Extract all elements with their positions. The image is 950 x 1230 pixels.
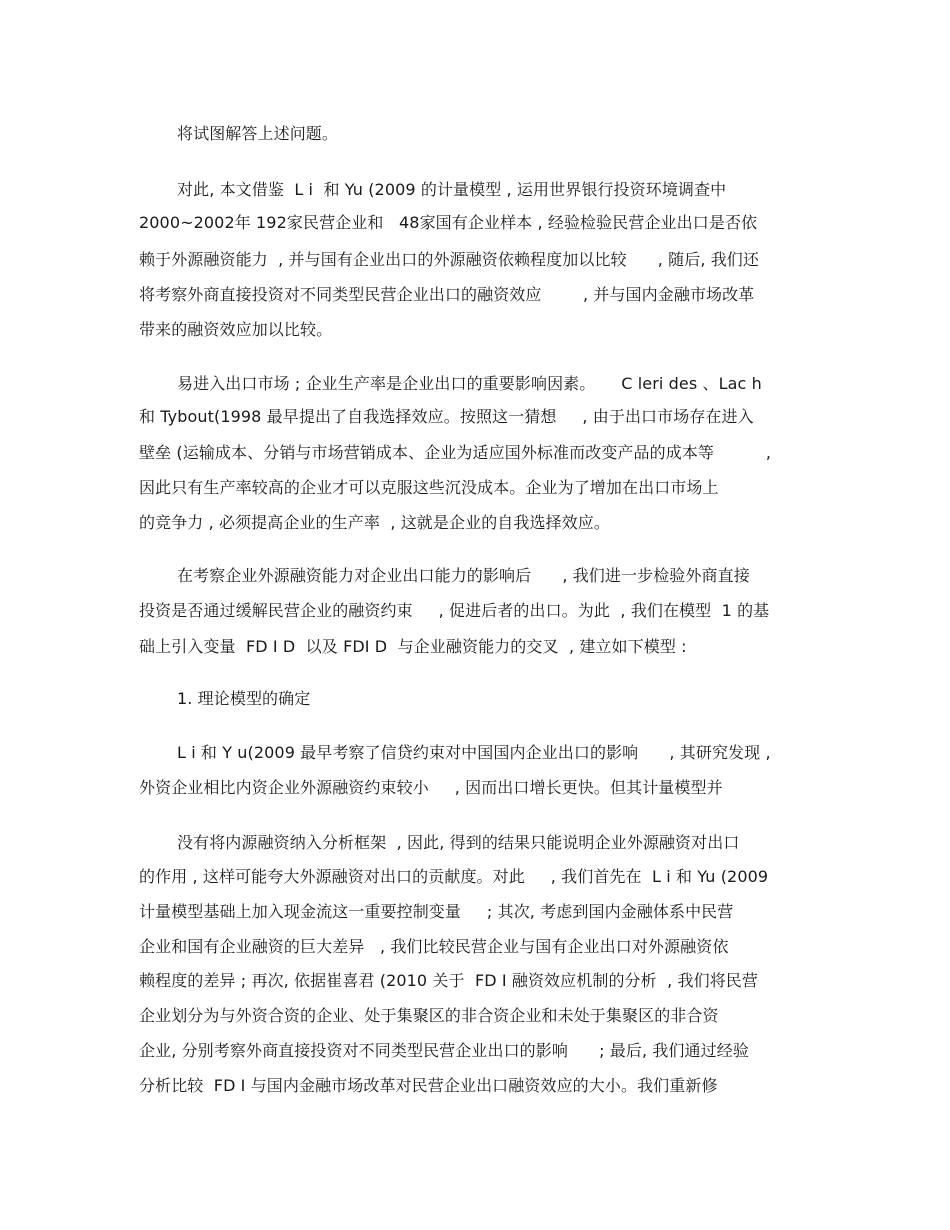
paragraph-7-line-3: 计量模型基础上加入现金流这一重要控制变量 ; 其次, 考虑到国内金融体系中民营 [139,902,734,921]
paragraph-4-line-1: 在考察企业外源融资能力对企业出口能力的影响后 , 我们进一步检验外商直接 [177,566,750,585]
paragraph-7-line-7: 企业, 分别考察外商直接投资对不同类型民营企业出口的影响 ; 最后, 我们通过经验 [139,1041,749,1060]
paragraph-1-line-1: 将试图解答上述问题。 [177,124,339,143]
paragraph-2-line-1: 对此, 本文借鉴 L i 和 Yu (2009 的计量模型 , 运用世界银行投资环境调查中 [177,180,727,199]
section-heading: 1. 理论模型的确定 [177,689,311,708]
paragraph-2-line-3: 赖于外源融资能力 , 并与国有企业出口的外源融资依赖程度加以比较 , 随后, 我们还 [139,250,760,269]
paragraph-6-line-2: 外资企业相比内资企业外源融资约束较小 , 因而出口增长更快。但其计量模型并 [139,778,723,797]
paragraph-3-line-1: 易进入出口市场 ; 企业生产率是企业出口的重要影响因素。 C leri des 、Lac h [177,374,762,393]
paragraph-3-line-5: 的竞争力 , 必须提高企业的生产率 , 这就是企业的自我选择效应。 [139,513,611,532]
paragraph-2-line-2: 2000~2002年 192家民营企业和 48家国有企业样本 , 经验检验民营企业出口是否依 [139,213,758,232]
paragraph-4-line-2: 投资是否通过缓解民营企业的融资约束 , 促进后者的出口。为此 , 我们在模型 1 的基 [139,601,770,620]
paragraph-2-line-5: 带来的融资效应加以比较。 [139,320,333,339]
paragraph-7-line-2: 的作用 , 这样可能夸大外源融资对出口的贡献度。对此 , 我们首先在 L i 和 Yu (2009 [139,867,769,886]
paragraph-7-line-5: 赖程度的差异 ; 再次, 依据崔喜君 (2010 关于 FD I 融资效应机制的分析 , 我们将民营 [139,971,758,990]
paragraph-3-line-3: 壁垒 (运输成本、分销与市场营销成本、企业为适应国外标准而改变产品的成本等 , [139,443,772,462]
paragraph-4-line-3: 础上引入变量 FD I D 以及 FDI D 与企业融资能力的交叉 , 建立如下模型 : [139,637,687,656]
paragraph-3-line-4: 因此只有生产率较高的企业才可以克服这些沉没成本。企业为了增加在出口市场上 [139,478,719,497]
paragraph-7-line-1: 没有将内源融资纳入分析框架 , 因此, 得到的结果只能说明企业外源融资对出口 [177,833,740,852]
paragraph-2-line-4: 将考察外商直接投资对不同类型民营企业出口的融资效应 , 并与国内金融市场改革 [139,285,755,304]
paragraph-6-line-1: L i 和 Y u(2009 最早考察了信贷约束对中国国内企业出口的影响 , 其研究发现 , [177,743,771,762]
paragraph-7-line-8: 分析比较 FD I 与国内金融市场改革对民营企业出口融资效应的大小。我们重新修 [139,1076,718,1095]
paragraph-7-line-6: 企业划分为与外资合资的企业、处于集聚区的非合资企业和未处于集聚区的非合资 [139,1006,719,1025]
paragraph-3-line-2: 和 Tybout(1998 最早提出了自我选择效应。按照这一猜想 , 由于出口市场存在进入 [139,407,754,426]
paragraph-7-line-4: 企业和国有企业融资的巨大差异 , 我们比较民营企业与国有企业出口对外源融资依 [139,937,729,956]
